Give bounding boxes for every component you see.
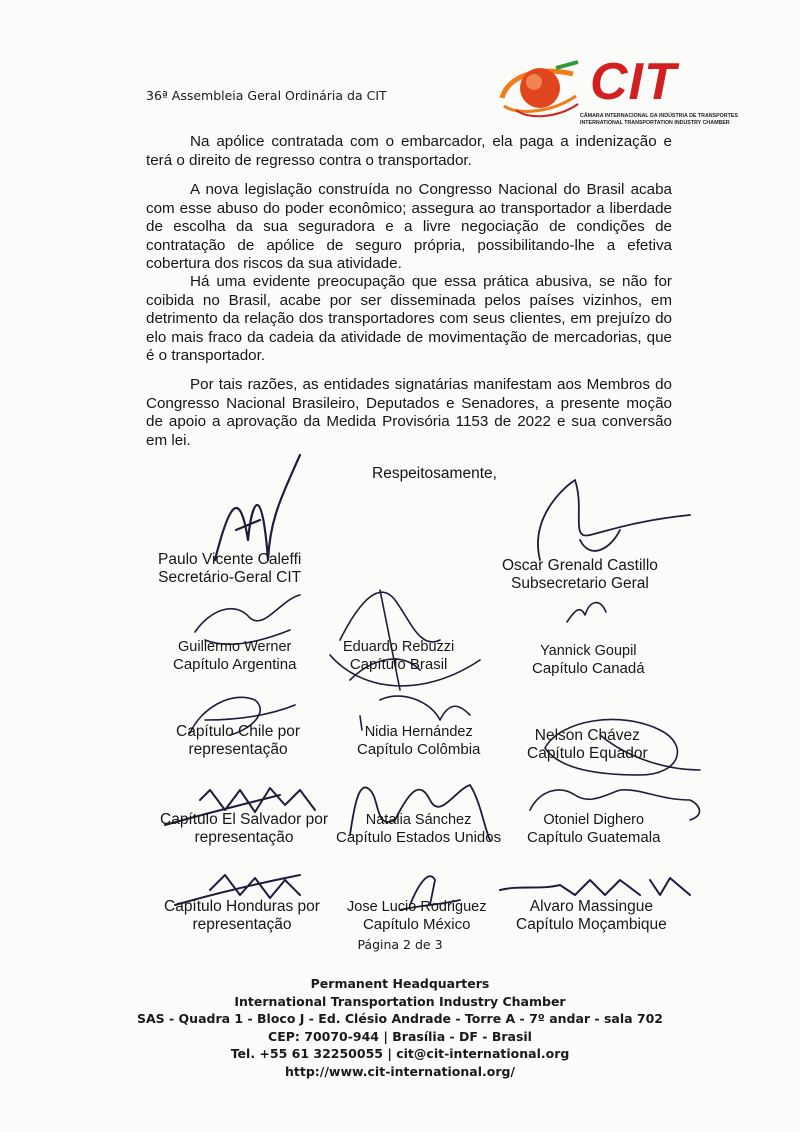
signer-name: Oscar Grenald Castillo	[502, 557, 658, 574]
signer-title: Capítulo Canadá	[532, 660, 645, 677]
signer-title: Capítulo Guatemala	[527, 829, 661, 846]
signer-name: Guillermo Werner	[178, 639, 292, 655]
document-title: 36ª Assembleia Geral Ordinária da CIT	[146, 88, 387, 103]
signature-yannick	[567, 603, 606, 622]
footer-line-1: Permanent Headquarters	[310, 976, 490, 991]
cit-logo-line1: CÂMARA INTERNACIONAL DA INDÚSTRIA DE TRANSPORTES	[580, 113, 738, 119]
cit-logo-text: CIT	[590, 53, 677, 111]
paragraph-text: A nova legislação construída no Congresso Nacional do Brasil acaba com esse abuso do poder econômico; assegura ao transportador a liberdade de escolha da sua seguradora e a livre negociação de condições de contratação de apólice de seguro própria, possibilitando-lhe a efetiva cobertura dos riscos da sua atividade.	[146, 181, 672, 272]
signature-guillermo	[195, 595, 300, 644]
page-number: Página 2 de 3	[357, 937, 443, 952]
paragraph-text: Na apólice contratada com o embarcador, ela paga a indenização e terá o direito de regresso contra o transportador.	[146, 133, 672, 169]
signature-block-11	[527, 811, 660, 847]
signer-name: Otoniel Dighero	[543, 812, 645, 828]
signature-block-12	[164, 898, 320, 934]
signer-name: Eduardo Rebuzzi	[343, 639, 455, 655]
signer-title: representação	[194, 829, 294, 846]
footer-email-line[interactable]: Tel. +55 61 32250055 | cit@cit-international.org	[230, 1046, 570, 1061]
signer-name: Capítulo Honduras por	[164, 898, 320, 915]
signature-block-6	[176, 723, 300, 759]
signer-title: Secretário-Geral CIT	[158, 569, 302, 586]
signature-block-7	[357, 723, 480, 759]
signer-title: Subsecretario Geral	[511, 575, 649, 592]
footer-website-link[interactable]: http://www.cit-international.org/	[285, 1063, 515, 1079]
signer-name: Capítulo Chile por	[176, 723, 301, 740]
signature-block-5	[532, 642, 645, 678]
signer-name: Yannick Goupil	[540, 643, 637, 659]
signer-title: Capítulo Estados Unidos	[336, 829, 502, 846]
footer-line-2: International Transportation Industry Chamber	[234, 993, 566, 1009]
signature-alvaro	[500, 878, 690, 895]
signature-block-14	[516, 898, 667, 934]
signer-title: representação	[192, 916, 292, 933]
signer-title: representação	[188, 741, 288, 758]
footer-address	[0, 975, 800, 1080]
signer-title: Capítulo Argentina	[173, 656, 297, 673]
signer-name: Alvaro Massingue	[529, 898, 653, 915]
paragraph-text: Por tais razões, as entidades signatárias manifestam aos Membros do Congresso Nacional Brasileiro, Deputados e Senadores, a presente moção de apoio a aprovação da Medida Provisória 1153 de 2022 e sua conversão em lei.	[146, 376, 672, 449]
paragraph-text: Há uma evidente preocupação que essa prática abusiva, se não for coibida no Brasil, acabe por ser disseminada pelos países vizinhos, em detrimento da relação dos transportadores com seus clientes, em prejuízo do elo mais fraco da cadeia da atividade de movimentação de mercadorias, que é o transportador.	[146, 273, 672, 364]
signature-block-10	[336, 811, 501, 847]
signer-name: Paulo Vicente Caleffi	[158, 551, 302, 568]
signature-paulo	[215, 455, 300, 560]
footer-line-4: CEP: 70070-944 | Brasília - DF - Brasil	[268, 1028, 532, 1044]
signature-block-1	[158, 551, 301, 587]
signer-name: Nidia Hernández	[364, 724, 473, 740]
signer-title: Capítulo México	[362, 916, 471, 933]
signature-block-2	[502, 557, 658, 593]
signature-block-8	[527, 727, 648, 763]
signer-title: Capítulo Moçambique	[516, 916, 667, 933]
signer-name: Capítulo El Salvador por	[160, 811, 329, 828]
signer-title: Capítulo Brasil	[349, 656, 448, 673]
signature-block-13	[347, 898, 486, 934]
signer-title: Capítulo Equador	[527, 745, 648, 762]
signature-block-4	[343, 638, 454, 674]
signer-name: Jose Lucio Rodriguez	[347, 899, 487, 915]
signer-name: Nelson Chávez	[534, 727, 640, 744]
signature-block-9	[160, 811, 328, 847]
signer-title: Capítulo Colômbia	[357, 741, 481, 758]
signer-name: Natalia Sánchez	[365, 812, 472, 828]
footer-line-3: SAS - Quadra 1 - Bloco J - Ed. Clésio Andrade - Torre A - 7º andar - sala 702	[136, 1011, 664, 1026]
signature-block-3	[173, 638, 296, 674]
cit-logo-line2: INTERNATIONAL TRANSPORTATION INDUSTRY CHAMBER	[580, 120, 730, 126]
signature-oscar	[538, 480, 690, 560]
closing-salutation: Respeitosamente,	[372, 465, 497, 482]
